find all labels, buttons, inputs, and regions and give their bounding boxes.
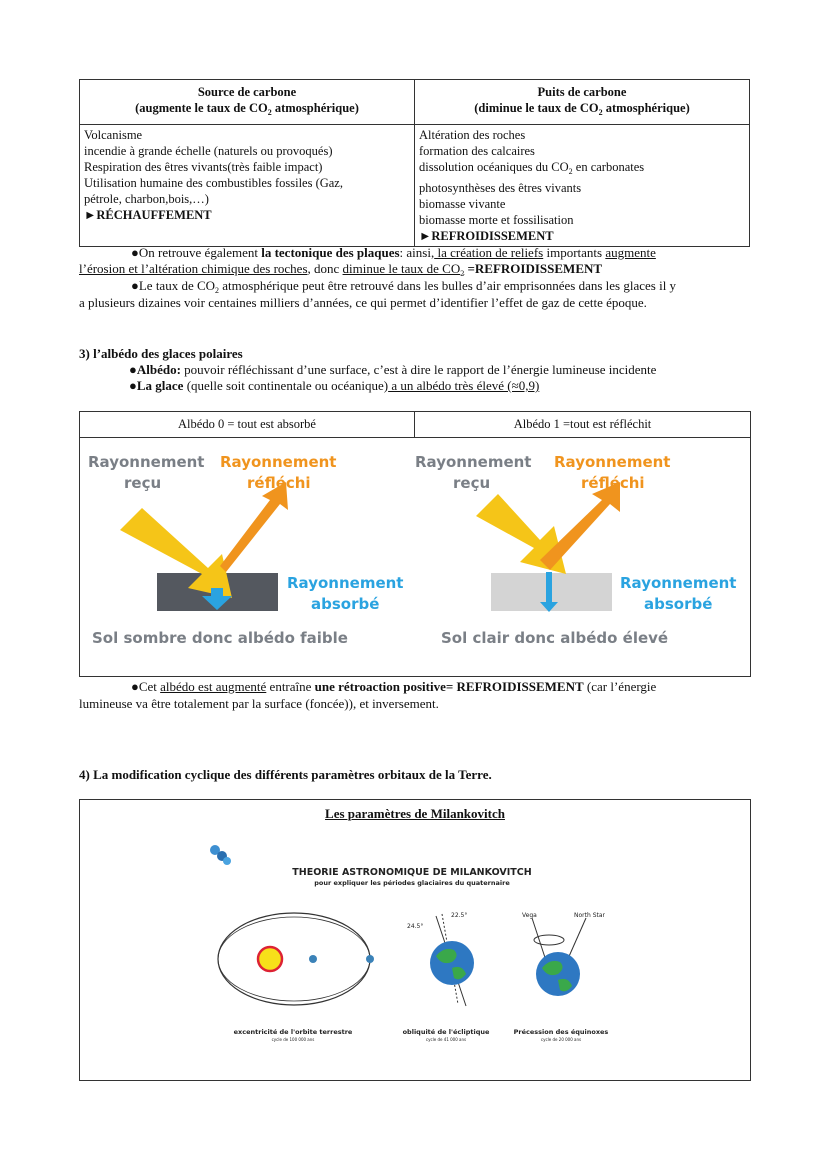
earth-icon	[309, 955, 317, 963]
section-4-title: 4) La modification cyclique des différents paramètres orbitaux de la Terre.	[79, 767, 492, 782]
received-label-line2: reçu	[124, 474, 162, 492]
figure-title: THEORIE ASTRONOMIQUE DE MILANKOVITCH	[292, 867, 532, 878]
albedo-low-panel	[88, 453, 403, 647]
albedo-illustration	[80, 438, 750, 676]
source-result: ►RÉCHAUFFEMENT	[84, 208, 212, 222]
list-item: formation des calcaires	[419, 144, 535, 158]
obliquity-caption: obliquité de l'écliptique	[402, 1028, 490, 1036]
figure-subtitle: pour expliquer les périodes glaciaires du quaternaire	[314, 879, 510, 887]
precession-diagram	[522, 912, 606, 996]
milankovitch-box	[79, 799, 751, 1081]
list-item: incendie à grande échelle (naturels ou provoqués)	[84, 144, 333, 158]
reflected-label-line1: Rayonnement	[554, 453, 671, 471]
earth-icon	[366, 955, 374, 963]
obliquity-cycle: cycle de 41 000 ans	[425, 1037, 467, 1042]
albedo-1-header: Albédo 1 =tout est réfléchit	[415, 412, 750, 438]
albedo-high-panel	[415, 453, 736, 647]
ice-co2-paragraph-line1: ●Le taux de $CO_2$ atmosphérique peut être retrouvé dans les bulles d’air emprisonnées dans les glaces il y	[131, 278, 677, 295]
sink-list	[415, 125, 750, 247]
milankovitch-figure	[80, 828, 750, 1078]
albedo-diagram	[79, 411, 751, 677]
precession-caption: Précession des équinoxes	[513, 1028, 609, 1036]
list-item: Altération des roches	[419, 128, 526, 142]
list-item: photosynthèses des êtres vivants	[419, 181, 582, 195]
eccentricity-caption: excentricité de l'orbite terrestre	[233, 1028, 353, 1036]
albedo-feedback-line2: lumineuse va être totalement par la surface (foncée)), et inversement.	[79, 696, 439, 711]
earth-globe-icon	[430, 941, 474, 985]
list-item: Respiration des êtres vivants(très faible impact)	[84, 160, 323, 174]
source-list	[80, 125, 415, 247]
reflected-ray-arrow	[540, 482, 620, 570]
reflected-label-line2: réfléchi	[247, 474, 311, 492]
absorbed-label-line2: absorbé	[311, 595, 380, 613]
sink-header	[415, 80, 750, 125]
received-label-line1: Rayonnement	[415, 453, 532, 471]
carbon-table	[79, 79, 750, 247]
sink-subtitle: (diminue le taux de $CO_2$ atmosphérique)	[474, 101, 690, 117]
albedo-0-header: Albédo 0 = tout est absorbé	[80, 412, 415, 438]
reflected-label-line1: Rayonnement	[220, 453, 337, 471]
ice-co2-paragraph-line2: a plusieurs dizaines voir centaines milliers d’années, ce qui permet d’identifier l’effet de gaz de cette époque.	[79, 295, 647, 310]
list-item: dissolution océaniques du $CO_2$ en carbonates	[419, 160, 645, 176]
absorbed-label-line1: Rayonnement	[287, 574, 404, 592]
source-title: Source de carbone	[197, 85, 297, 99]
sink-title: Puits de carbone	[537, 85, 627, 99]
angle-label: 22.5°	[451, 912, 468, 919]
absorbed-label-line1: Rayonnement	[620, 574, 737, 592]
water-drops-logo-icon	[210, 845, 231, 865]
reflected-label-line2: réfléchi	[581, 474, 645, 492]
star-label: Vega	[522, 912, 537, 919]
list-item: biomasse vivante	[419, 197, 506, 211]
list-item: biomasse morte et fossilisation	[419, 213, 574, 227]
milankovitch-title: Les paramètres de Milankovitch	[325, 806, 505, 821]
tectonics-paragraph-line2: l’érosion et l’altération chimique des roches, donc diminue le taux de $CO_2$ =REFROIDISSEMENT	[79, 261, 603, 278]
list-item: Utilisation humaine des combustibles fossiles (Gaz,	[84, 176, 343, 190]
precession-cycle: cycle de 20 000 ans	[540, 1037, 582, 1042]
angle-label: 24.5°	[407, 923, 424, 930]
reflected-ray-arrow	[220, 482, 288, 572]
dark-ground-caption: Sol sombre donc albédo faible	[92, 629, 348, 647]
albedo-feedback-line1: ●Cet albédo est augmenté entraîne une rétroaction positive= REFROIDISSEMENT (car l’énergie	[131, 679, 657, 694]
sink-result: ►REFROIDISSEMENT	[419, 229, 554, 243]
ice-albedo-statement: ●La glace (quelle soit continentale ou océanique) a un albédo très élevé (≈0,9)	[129, 378, 540, 393]
tectonics-paragraph-line1: ●On retrouve également la tectonique des plaques: ainsi, la création de reliefs importants augmente	[131, 245, 656, 260]
list-item: Volcanisme	[84, 128, 143, 142]
section-3-title: 3) l’albédo des glaces polaires	[79, 346, 243, 361]
light-ground-caption: Sol clair donc albédo élevé	[441, 629, 669, 647]
source-header	[80, 80, 415, 125]
received-label-line1: Rayonnement	[88, 453, 205, 471]
sun-icon	[258, 947, 282, 971]
received-label-line2: reçu	[453, 474, 491, 492]
eccentricity-diagram	[218, 913, 374, 1005]
absorbed-label-line2: absorbé	[644, 595, 713, 613]
obliquity-diagram	[407, 912, 474, 1006]
list-item: pétrole, charbon,bois,…)	[84, 192, 209, 206]
source-subtitle: (augmente le taux de $CO_2$ atmosphérique)	[135, 101, 359, 117]
albedo-definition: ●Albédo: pouvoir réfléchissant d’une surface, c’est à dire le rapport de l’énergie lumineuse incidente	[129, 362, 657, 377]
eccentricity-cycle: cycle de 100 000 ans	[271, 1037, 315, 1042]
star-label: North Star	[574, 912, 605, 919]
